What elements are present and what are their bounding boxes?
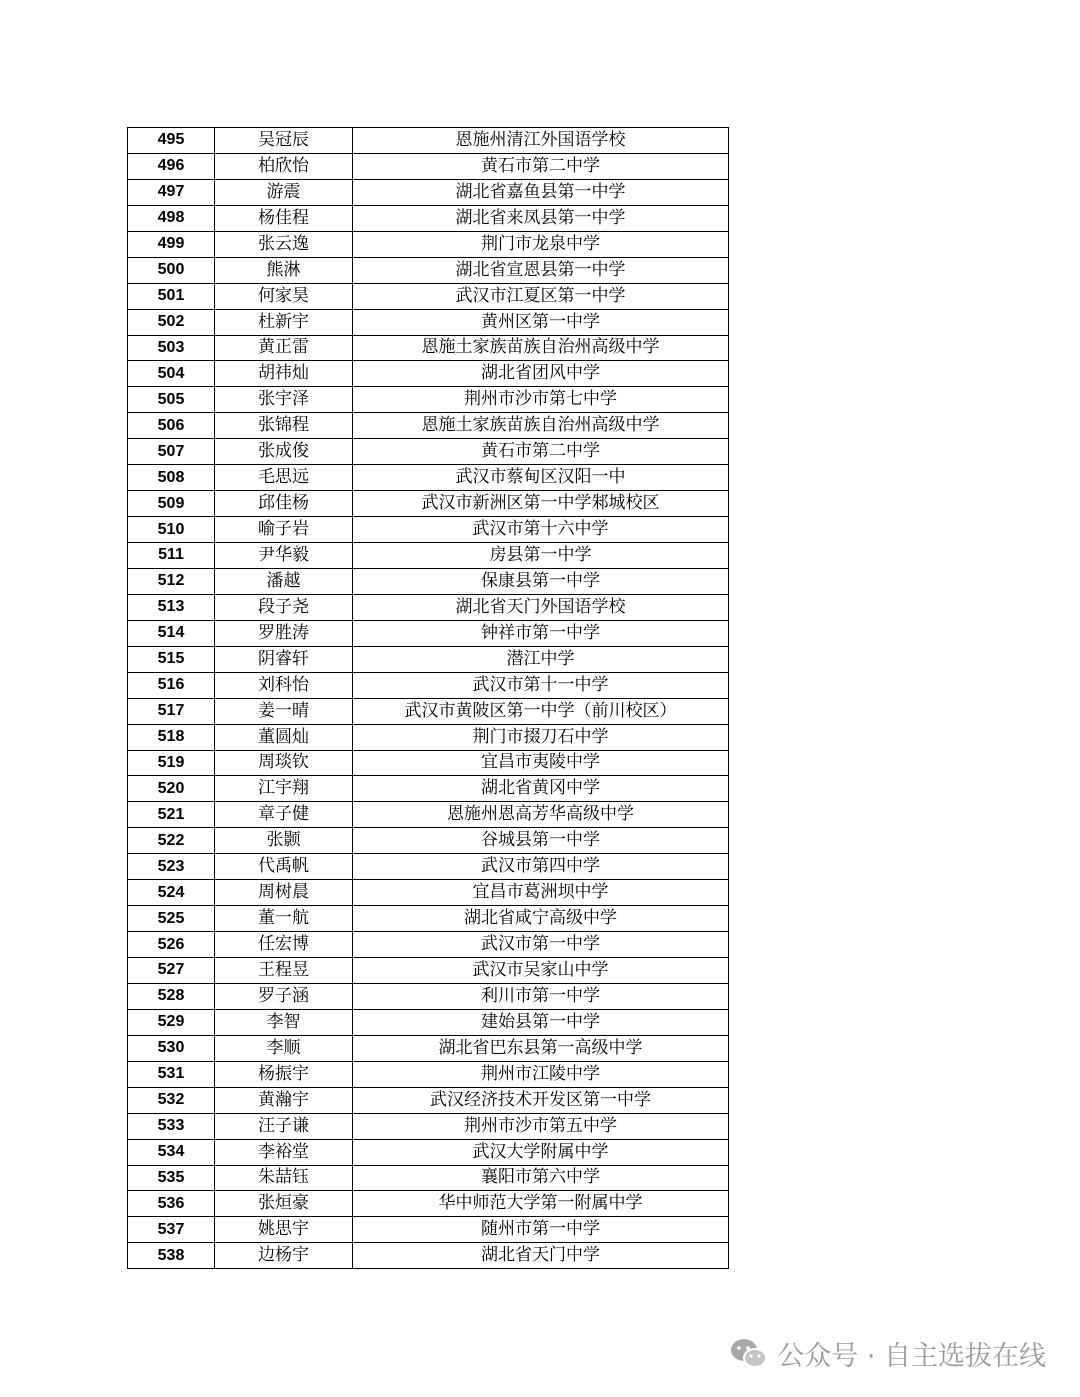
row-number: 503 xyxy=(128,335,215,361)
student-name: 张宇泽 xyxy=(215,387,353,413)
student-name: 杨佳程 xyxy=(215,205,353,231)
table-row xyxy=(128,724,729,750)
school-name: 荆州市沙市第五中学 xyxy=(353,1113,729,1139)
student-name: 阴睿轩 xyxy=(215,646,353,672)
row-number: 512 xyxy=(128,568,215,594)
wechat-icon xyxy=(729,1337,769,1371)
table-row xyxy=(128,750,729,776)
row-number: 507 xyxy=(128,439,215,465)
school-name: 武汉市第十六中学 xyxy=(353,517,729,543)
school-name: 武汉市第一中学 xyxy=(353,932,729,958)
student-name: 黄瀚宇 xyxy=(215,1087,353,1113)
watermark-text: 公众号 · 自主选拔在线 xyxy=(777,1341,1046,1372)
row-number: 523 xyxy=(128,854,215,880)
row-number: 534 xyxy=(128,1139,215,1165)
student-name: 王程昱 xyxy=(215,958,353,984)
student-name: 姚思宇 xyxy=(215,1217,353,1243)
student-name: 杜新宇 xyxy=(215,309,353,335)
row-number: 511 xyxy=(128,543,215,569)
table-row xyxy=(128,1087,729,1113)
row-number: 495 xyxy=(128,128,215,154)
school-name: 恩施州清江外国语学校 xyxy=(353,128,729,154)
table-row xyxy=(128,880,729,906)
table-row xyxy=(128,620,729,646)
school-name: 建始县第一中学 xyxy=(353,1009,729,1035)
row-number: 517 xyxy=(128,698,215,724)
table-row xyxy=(128,1243,729,1269)
row-number: 516 xyxy=(128,672,215,698)
school-name: 荆州市沙市第七中学 xyxy=(353,387,729,413)
school-name: 湖北省天门外国语学校 xyxy=(353,594,729,620)
table-row xyxy=(128,205,729,231)
school-name: 武汉经济技术开发区第一中学 xyxy=(353,1087,729,1113)
table-row xyxy=(128,906,729,932)
student-name: 张成俊 xyxy=(215,439,353,465)
school-name: 武汉市吴家山中学 xyxy=(353,958,729,984)
table-row xyxy=(128,257,729,283)
school-name: 湖北省天门中学 xyxy=(353,1243,729,1269)
school-name: 武汉大学附属中学 xyxy=(353,1139,729,1165)
row-number: 501 xyxy=(128,283,215,309)
school-name: 恩施州恩高芳华高级中学 xyxy=(353,802,729,828)
row-number: 525 xyxy=(128,906,215,932)
table-row xyxy=(128,517,729,543)
row-number: 498 xyxy=(128,205,215,231)
row-number: 496 xyxy=(128,153,215,179)
row-number: 537 xyxy=(128,1217,215,1243)
student-name: 罗子涵 xyxy=(215,983,353,1009)
table-row xyxy=(128,1165,729,1191)
student-name: 章子健 xyxy=(215,802,353,828)
school-name: 恩施土家族苗族自治州高级中学 xyxy=(353,413,729,439)
school-name: 随州市第一中学 xyxy=(353,1217,729,1243)
row-number: 530 xyxy=(128,1035,215,1061)
table-row xyxy=(128,983,729,1009)
student-name: 熊淋 xyxy=(215,257,353,283)
table-row xyxy=(128,594,729,620)
row-number: 502 xyxy=(128,309,215,335)
student-name: 张云逸 xyxy=(215,231,353,257)
student-name: 罗胜涛 xyxy=(215,620,353,646)
school-name: 荆州市江陵中学 xyxy=(353,1061,729,1087)
table-row xyxy=(128,309,729,335)
row-number: 500 xyxy=(128,257,215,283)
watermark xyxy=(729,1334,1046,1373)
row-number: 527 xyxy=(128,958,215,984)
school-name: 宜昌市夷陵中学 xyxy=(353,750,729,776)
school-name: 武汉市第十一中学 xyxy=(353,672,729,698)
student-name: 潘越 xyxy=(215,568,353,594)
row-number: 522 xyxy=(128,828,215,854)
school-name: 湖北省宣恩县第一中学 xyxy=(353,257,729,283)
row-number: 506 xyxy=(128,413,215,439)
table-row xyxy=(128,932,729,958)
table-row xyxy=(128,439,729,465)
table-row xyxy=(128,958,729,984)
student-name: 游震 xyxy=(215,179,353,205)
row-number: 505 xyxy=(128,387,215,413)
table-row xyxy=(128,854,729,880)
row-number: 509 xyxy=(128,491,215,517)
row-number: 520 xyxy=(128,776,215,802)
table-row xyxy=(128,568,729,594)
school-name: 华中师范大学第一附属中学 xyxy=(353,1191,729,1217)
student-name: 尹华毅 xyxy=(215,543,353,569)
school-name: 黄石市第二中学 xyxy=(353,153,729,179)
row-number: 497 xyxy=(128,179,215,205)
student-name: 何家昊 xyxy=(215,283,353,309)
row-number: 526 xyxy=(128,932,215,958)
table-row xyxy=(128,1113,729,1139)
row-number: 538 xyxy=(128,1243,215,1269)
student-name: 喻子岩 xyxy=(215,517,353,543)
table-row xyxy=(128,179,729,205)
school-name: 房县第一中学 xyxy=(353,543,729,569)
school-name: 黄石市第二中学 xyxy=(353,439,729,465)
school-name: 武汉市黄陂区第一中学（前川校区） xyxy=(353,698,729,724)
student-name: 胡祎灿 xyxy=(215,361,353,387)
school-name: 武汉市江夏区第一中学 xyxy=(353,283,729,309)
student-name: 刘科怡 xyxy=(215,672,353,698)
table-row xyxy=(128,1217,729,1243)
table-row xyxy=(128,1139,729,1165)
school-name: 荆门市龙泉中学 xyxy=(353,231,729,257)
row-number: 531 xyxy=(128,1061,215,1087)
school-name: 荆门市掇刀石中学 xyxy=(353,724,729,750)
roster-body xyxy=(128,128,729,1269)
student-name: 柏欣怡 xyxy=(215,153,353,179)
school-name: 湖北省咸宁高级中学 xyxy=(353,906,729,932)
table-row xyxy=(128,776,729,802)
student-name: 边杨宇 xyxy=(215,1243,353,1269)
table-row xyxy=(128,1035,729,1061)
school-name: 谷城县第一中学 xyxy=(353,828,729,854)
table-row xyxy=(128,387,729,413)
student-name: 江宇翔 xyxy=(215,776,353,802)
row-number: 524 xyxy=(128,880,215,906)
table-row xyxy=(128,491,729,517)
student-name: 吴冠辰 xyxy=(215,128,353,154)
row-number: 528 xyxy=(128,983,215,1009)
row-number: 508 xyxy=(128,465,215,491)
school-name: 武汉市蔡甸区汉阳一中 xyxy=(353,465,729,491)
student-name: 杨振宇 xyxy=(215,1061,353,1087)
school-name: 湖北省黄冈中学 xyxy=(353,776,729,802)
school-name: 湖北省巴东县第一高级中学 xyxy=(353,1035,729,1061)
school-name: 湖北省嘉鱼县第一中学 xyxy=(353,179,729,205)
student-name: 邱佳杨 xyxy=(215,491,353,517)
table-row xyxy=(128,543,729,569)
row-number: 521 xyxy=(128,802,215,828)
student-name: 李顺 xyxy=(215,1035,353,1061)
student-name: 任宏博 xyxy=(215,932,353,958)
student-name: 张颢 xyxy=(215,828,353,854)
school-name: 钟祥市第一中学 xyxy=(353,620,729,646)
school-name: 黄州区第一中学 xyxy=(353,309,729,335)
student-name: 黄正雷 xyxy=(215,335,353,361)
student-name: 周琰钦 xyxy=(215,750,353,776)
row-number: 504 xyxy=(128,361,215,387)
table-row xyxy=(128,465,729,491)
student-name: 段子尧 xyxy=(215,594,353,620)
table-row xyxy=(128,153,729,179)
table-row xyxy=(128,672,729,698)
student-name: 董圆灿 xyxy=(215,724,353,750)
student-name: 李裕堂 xyxy=(215,1139,353,1165)
student-name: 张锦程 xyxy=(215,413,353,439)
roster-table xyxy=(127,127,729,1269)
row-number: 533 xyxy=(128,1113,215,1139)
student-name: 张烜豪 xyxy=(215,1191,353,1217)
table-row xyxy=(128,413,729,439)
student-name: 李智 xyxy=(215,1009,353,1035)
table-row xyxy=(128,828,729,854)
row-number: 529 xyxy=(128,1009,215,1035)
table-row xyxy=(128,802,729,828)
table-row xyxy=(128,1191,729,1217)
student-name: 汪子谦 xyxy=(215,1113,353,1139)
school-name: 保康县第一中学 xyxy=(353,568,729,594)
table-row xyxy=(128,698,729,724)
school-name: 潜江中学 xyxy=(353,646,729,672)
row-number: 499 xyxy=(128,231,215,257)
table-row xyxy=(128,335,729,361)
table-row xyxy=(128,128,729,154)
student-name: 朱喆钰 xyxy=(215,1165,353,1191)
school-name: 恩施土家族苗族自治州高级中学 xyxy=(353,335,729,361)
school-name: 襄阳市第六中学 xyxy=(353,1165,729,1191)
row-number: 510 xyxy=(128,517,215,543)
table-row xyxy=(128,1061,729,1087)
table-row xyxy=(128,283,729,309)
table-row xyxy=(128,646,729,672)
school-name: 宜昌市葛洲坝中学 xyxy=(353,880,729,906)
school-name: 湖北省团风中学 xyxy=(353,361,729,387)
school-name: 武汉市第四中学 xyxy=(353,854,729,880)
row-number: 532 xyxy=(128,1087,215,1113)
table-row xyxy=(128,1009,729,1035)
row-number: 513 xyxy=(128,594,215,620)
student-name: 董一航 xyxy=(215,906,353,932)
school-name: 利川市第一中学 xyxy=(353,983,729,1009)
row-number: 518 xyxy=(128,724,215,750)
row-number: 515 xyxy=(128,646,215,672)
row-number: 514 xyxy=(128,620,215,646)
student-name: 周树晨 xyxy=(215,880,353,906)
school-name: 湖北省来凤县第一中学 xyxy=(353,205,729,231)
student-name: 代禹帆 xyxy=(215,854,353,880)
student-name: 姜一晴 xyxy=(215,698,353,724)
table-row xyxy=(128,361,729,387)
student-name: 毛思远 xyxy=(215,465,353,491)
table-row xyxy=(128,231,729,257)
row-number: 535 xyxy=(128,1165,215,1191)
school-name: 武汉市新洲区第一中学邾城校区 xyxy=(353,491,729,517)
row-number: 536 xyxy=(128,1191,215,1217)
row-number: 519 xyxy=(128,750,215,776)
